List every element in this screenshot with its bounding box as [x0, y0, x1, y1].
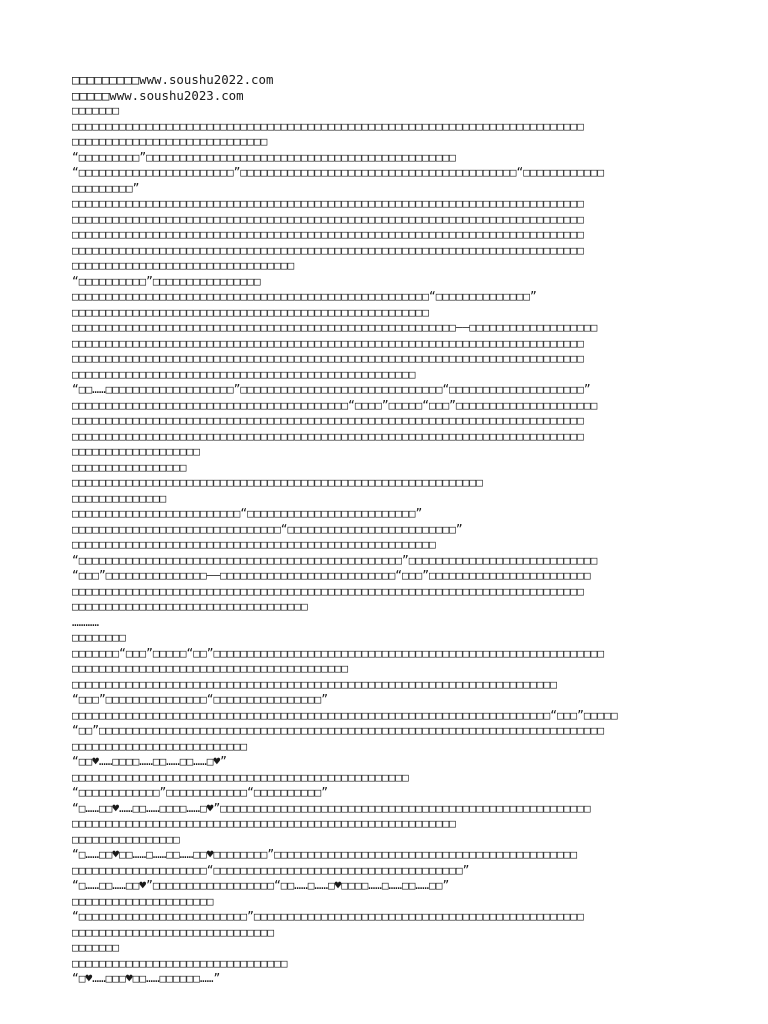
text-line: □□□□□□□□□□□□□□□□□□□□□□□□□□	[72, 739, 248, 753]
text-line: □□□□□□□□□□□□□□□□□□□□□□□□□□□□□□□□□□□□□□□□□□□□□□□□□□□□□□	[72, 538, 436, 551]
text-line: □□□□□□□□□□□□□□□□□□□□□□□□□□□□□□□□□□□□□□□□□□□□□□□□□□□□□□□□□□□□□□□□□□□□□□□□□□□□	[72, 228, 584, 241]
text-line: …………	[72, 615, 99, 629]
text-line: □□□□□□□□□□□□□□□□□□□□□□□□□□□□□□□□□□□□□□□□□□□□□□□□□□□□□□□□□□□□□□□□□□□□□□□“□□□”□□□□□	[72, 708, 618, 722]
text-line: □□□□□□□□□□□□□□□□□□□□□□□□□□□□□□□□□□□□□□□□□	[72, 662, 349, 675]
text-line: □□□□□□□□□□□□□□□□□□□□□	[72, 894, 214, 908]
text-line: □□□□□□□□□□□□□□□□□□□□□□□□□□□□□□□□□□□□□□□□□□□□□□□□□□□□□	[72, 305, 429, 319]
text-line: “□□□□□□□□□□□□”□□□□□□□□□□□□“□□□□□□□□□□”	[72, 786, 328, 799]
text-line: □□□□□□□□□□□□□□□□□□□□□□□□□□□□□□□□□□□□□□□□□□□□□□□□□□□□□□□□□□□□□□□□□□□□□□□□□□□□	[72, 243, 584, 257]
text-line: “□□□□□□□□□”□□□□□□□□□□□□□□□□□□□□□□□□□□□□□□□□□□□□□□□□□□□□□□	[72, 150, 456, 164]
text-line: “□□”□□□□□□□□□□□□□□□□□□□□□□□□□□□□□□□□□□□□□□□□□□□□□□□□□□□□□□□□□□□□□□□□□□□□□□□□□□□	[72, 724, 605, 737]
text-line: “□□□”□□□□□□□□□□□□□□□——□□□□□□□□□□□□□□□□□□□□□□□□□□“□□□”□□□□□□□□□□□□□□□□□□□□□□□□	[72, 569, 591, 582]
text-line: □□□□□□□	[72, 104, 120, 117]
text-line: □□□□□www.soushu2023.com	[72, 87, 244, 103]
text-line: □□□□□□□□□□□□□□□□□□□□□□□□□□□□□□□□□	[72, 259, 295, 272]
text-line: □□□□□□□□□□□□□□□□□□□□□□□□□□□□□□□□□□□□□□□□□□□□□□□□□□□□□□□□□□□□□□□□□□□□□□□□□□□□	[72, 212, 584, 226]
text-line: “□□□□□□□□□□□□□□□□□□□□□□□□□□□□□□□□□□□□□□□□□□□□□□□□”□□□□□□□□□□□□□□□□□□□□□□□□□□□□	[72, 553, 598, 567]
text-line: □□□□□□□□□□□□□□□□□□□□□□□□□□□□□□□□□□□□□□□□□□□□□□□□□□□□□□□□□□□□□□□□□□□□□□□□	[72, 677, 557, 691]
text-line: “□□♥……□□□□……□□……□□……□♥”	[72, 755, 227, 768]
text-line: □□□□□□□□□□□□□□□□□□□□□□□□□□□□□□□□□□□□□□□□□□□□□□□□□□□□□□□□□	[72, 817, 456, 830]
text-line: “□……□□♥□□……□……□□……□□♥□□□□□□□□”□□□□□□□□□□□□□□□□□□□□□□□□□□□□□□□□□□□□□□□□□□□□□	[72, 848, 578, 861]
text-line: “□♥……□□□♥□□……□□□□□□……”	[72, 972, 221, 985]
text-line: □□□□□□□□□□□□□□□□□□□□□□□□□□□□□□□□□□□□□□□□□□□□□□□□□□□□□□□□□□□□□□□□□□□□□□□□□□□□	[72, 336, 584, 350]
document-body	[72, 72, 702, 987]
text-line: □□□□□□□□□□□□□□□□□□□□□□□□□□□□□□□“□□□□□□□□□□□□□□□□□□□□□□□□□”	[72, 522, 463, 536]
text-line: □□□□□□□□□□□□□□□□□□□□□□□□□□□□□□□□□□□□□□□□□□□□□□□□□□□□□□□□□□□□□□□□□□□□□□□□□□□□	[72, 119, 584, 133]
text-line: “□……□□♥……□□……□□□□……□♥”□□□□□□□□□□□□□□□□□□□□□□□□□□□□□□□□□□□□□□□□□□□□□□□□□□□□□□□	[72, 801, 591, 815]
text-line: □□□□□□□□□www.soushu2022.com	[72, 72, 274, 87]
text-line: □□□□□□□□□□□□□□□□□□□□□□□□□□□□□□□□□□□□□□□□□□□□□□□□□□□□□□□□□□□□□□□□□□□□□□□□□□□□	[72, 429, 584, 443]
text-line: □□□□□□□□□□□□□□□□□□□□□□□□□□□□□□□□□□□□□□□□□□□□□□□□□□□□□□□□□□□□□	[72, 476, 483, 489]
text-line: □□□□□□□□□□□□□□□□□□□□□□□□□□□□□□□□□□□□□□□□□□□□□□□□□□□□□□□□□□□□□□□□□□□□□□□□□□□□	[72, 584, 584, 598]
text-line: □□□□□□□□□□□□□□□□□□□□□□□□□□□□□□□□	[72, 956, 288, 970]
text-line: □□□□□□□□□□□□□□□□□□□□□□□□□□□□□□□□□□□□□□□□□□□□□□□□□□□□□□□□□□□□□□□□□□□□□□□□□□□□	[72, 352, 584, 365]
text-line: □□□□□□□□□□□□□□□□□□□□□□□□□□□□□□□□□□□□□□□□□□□□□□□□□□□	[72, 367, 416, 381]
text-line: □□□□□□□□□□□□□□□□□	[72, 460, 187, 474]
text-line: □□□□□□□□□□□□□□□□□□□□□□□□□□□□□□□□□□□□□□□□□□□□□□□□□□□□□□□□□——□□□□□□□□□□□□□□□□□□□	[72, 321, 598, 334]
text-line: □□□□□□□□□□□□□□□□□□□□□□□□□□□□□□	[72, 925, 275, 939]
text-line: □□□□□□□□□□□□□□	[72, 491, 167, 505]
text-line: □□□□□□□□□□□□□□□□□□□	[72, 445, 200, 458]
text-line: □□□□□□□□□□□□□□□□□□□□□□□□□□□□□	[72, 135, 268, 148]
text-line: □□□□□□□□□□□□□□□□□□□□□□□□□□□□□□□□□□□□□□□□□“□□□□”□□□□□“□□□”□□□□□□□□□□□□□□□□□□□□□	[72, 398, 598, 412]
text-line: “□□□□□□□□□□□□□□□□□□□□□□□”□□□□□□□□□□□□□□□□□□□□□□□□□□□□□□□□□□□□□□□□□“□□□□□□□□□□□□	[72, 166, 605, 179]
text-line: □□□□□□□□□□□□□□□□□□□□□□□□□□□□□□□□□□□□□□□□□□□□□□□□□□□□□□□□□□□□□□□□□□□□□□□□□□□□	[72, 197, 584, 210]
text-line: “□□……□□□□□□□□□□□□□□□□□□□”□□□□□□□□□□□□□□□□□□□□□□□□□□□□□□“□□□□□□□□□□□□□□□□□□□□”	[72, 383, 591, 396]
text-line: □□□□□□□□□□□□□□□□□□□□□□□□□□□□□□□□□□□□□□□□□□□□□□□□□□	[72, 770, 409, 784]
text-line: □□□□□□□	[72, 941, 120, 954]
text-line: □□□□□□□□	[72, 631, 126, 644]
text-line: □□□□□□□□□□□□□□□□□□□□“□□□□□□□□□□□□□□□□□□□□□□□□□□□□□□□□□□□□□”	[72, 863, 470, 877]
text-line: □□□□□□□□□□□□□□□□□□□□□□□□□□□□□□□□□□□□□□□□□□□□□□□□□□□□□□□□□□□□□□□□□□□□□□□□□□□□	[72, 414, 584, 427]
text-line: □□□□□□□□□□□□□□□□□□□□□□□□□“□□□□□□□□□□□□□□□□□□□□□□□□□”	[72, 507, 423, 520]
text-line: “□……□□……□□♥”□□□□□□□□□□□□□□□□□□“□□……□……□♥□□□□……□……□□……□□”	[72, 879, 450, 892]
text-line: “□□□□□□□□□□”□□□□□□□□□□□□□□□□	[72, 274, 261, 288]
text-line: □□□□□□□□□□□□□□□□□□□□□□□□□□□□□□□□□□□□□□□□□□□□□□□□□□□□□“□□□□□□□□□□□□□□”	[72, 290, 537, 303]
text-line: □□□□□□□□□□□□□□□□□□□□□□□□□□□□□□□□□□□	[72, 600, 308, 613]
text-line: □□□□□□□□□□□□□□□□	[72, 832, 180, 846]
text-line: □□□□□□□□□”	[72, 181, 140, 195]
text-line: “□□□□□□□□□□□□□□□□□□□□□□□□□”□□□□□□□□□□□□□□□□□□□□□□□□□□□□□□□□□□□□□□□□□□□□□□□□□	[72, 910, 584, 923]
text-line: “□□□”□□□□□□□□□□□□□□□“□□□□□□□□□□□□□□□□”	[72, 693, 328, 706]
text-line: □□□□□□□“□□□”□□□□□“□□”□□□□□□□□□□□□□□□□□□□□□□□□□□□□□□□□□□□□□□□□□□□□□□□□□□□□□□□□□□	[72, 646, 605, 660]
